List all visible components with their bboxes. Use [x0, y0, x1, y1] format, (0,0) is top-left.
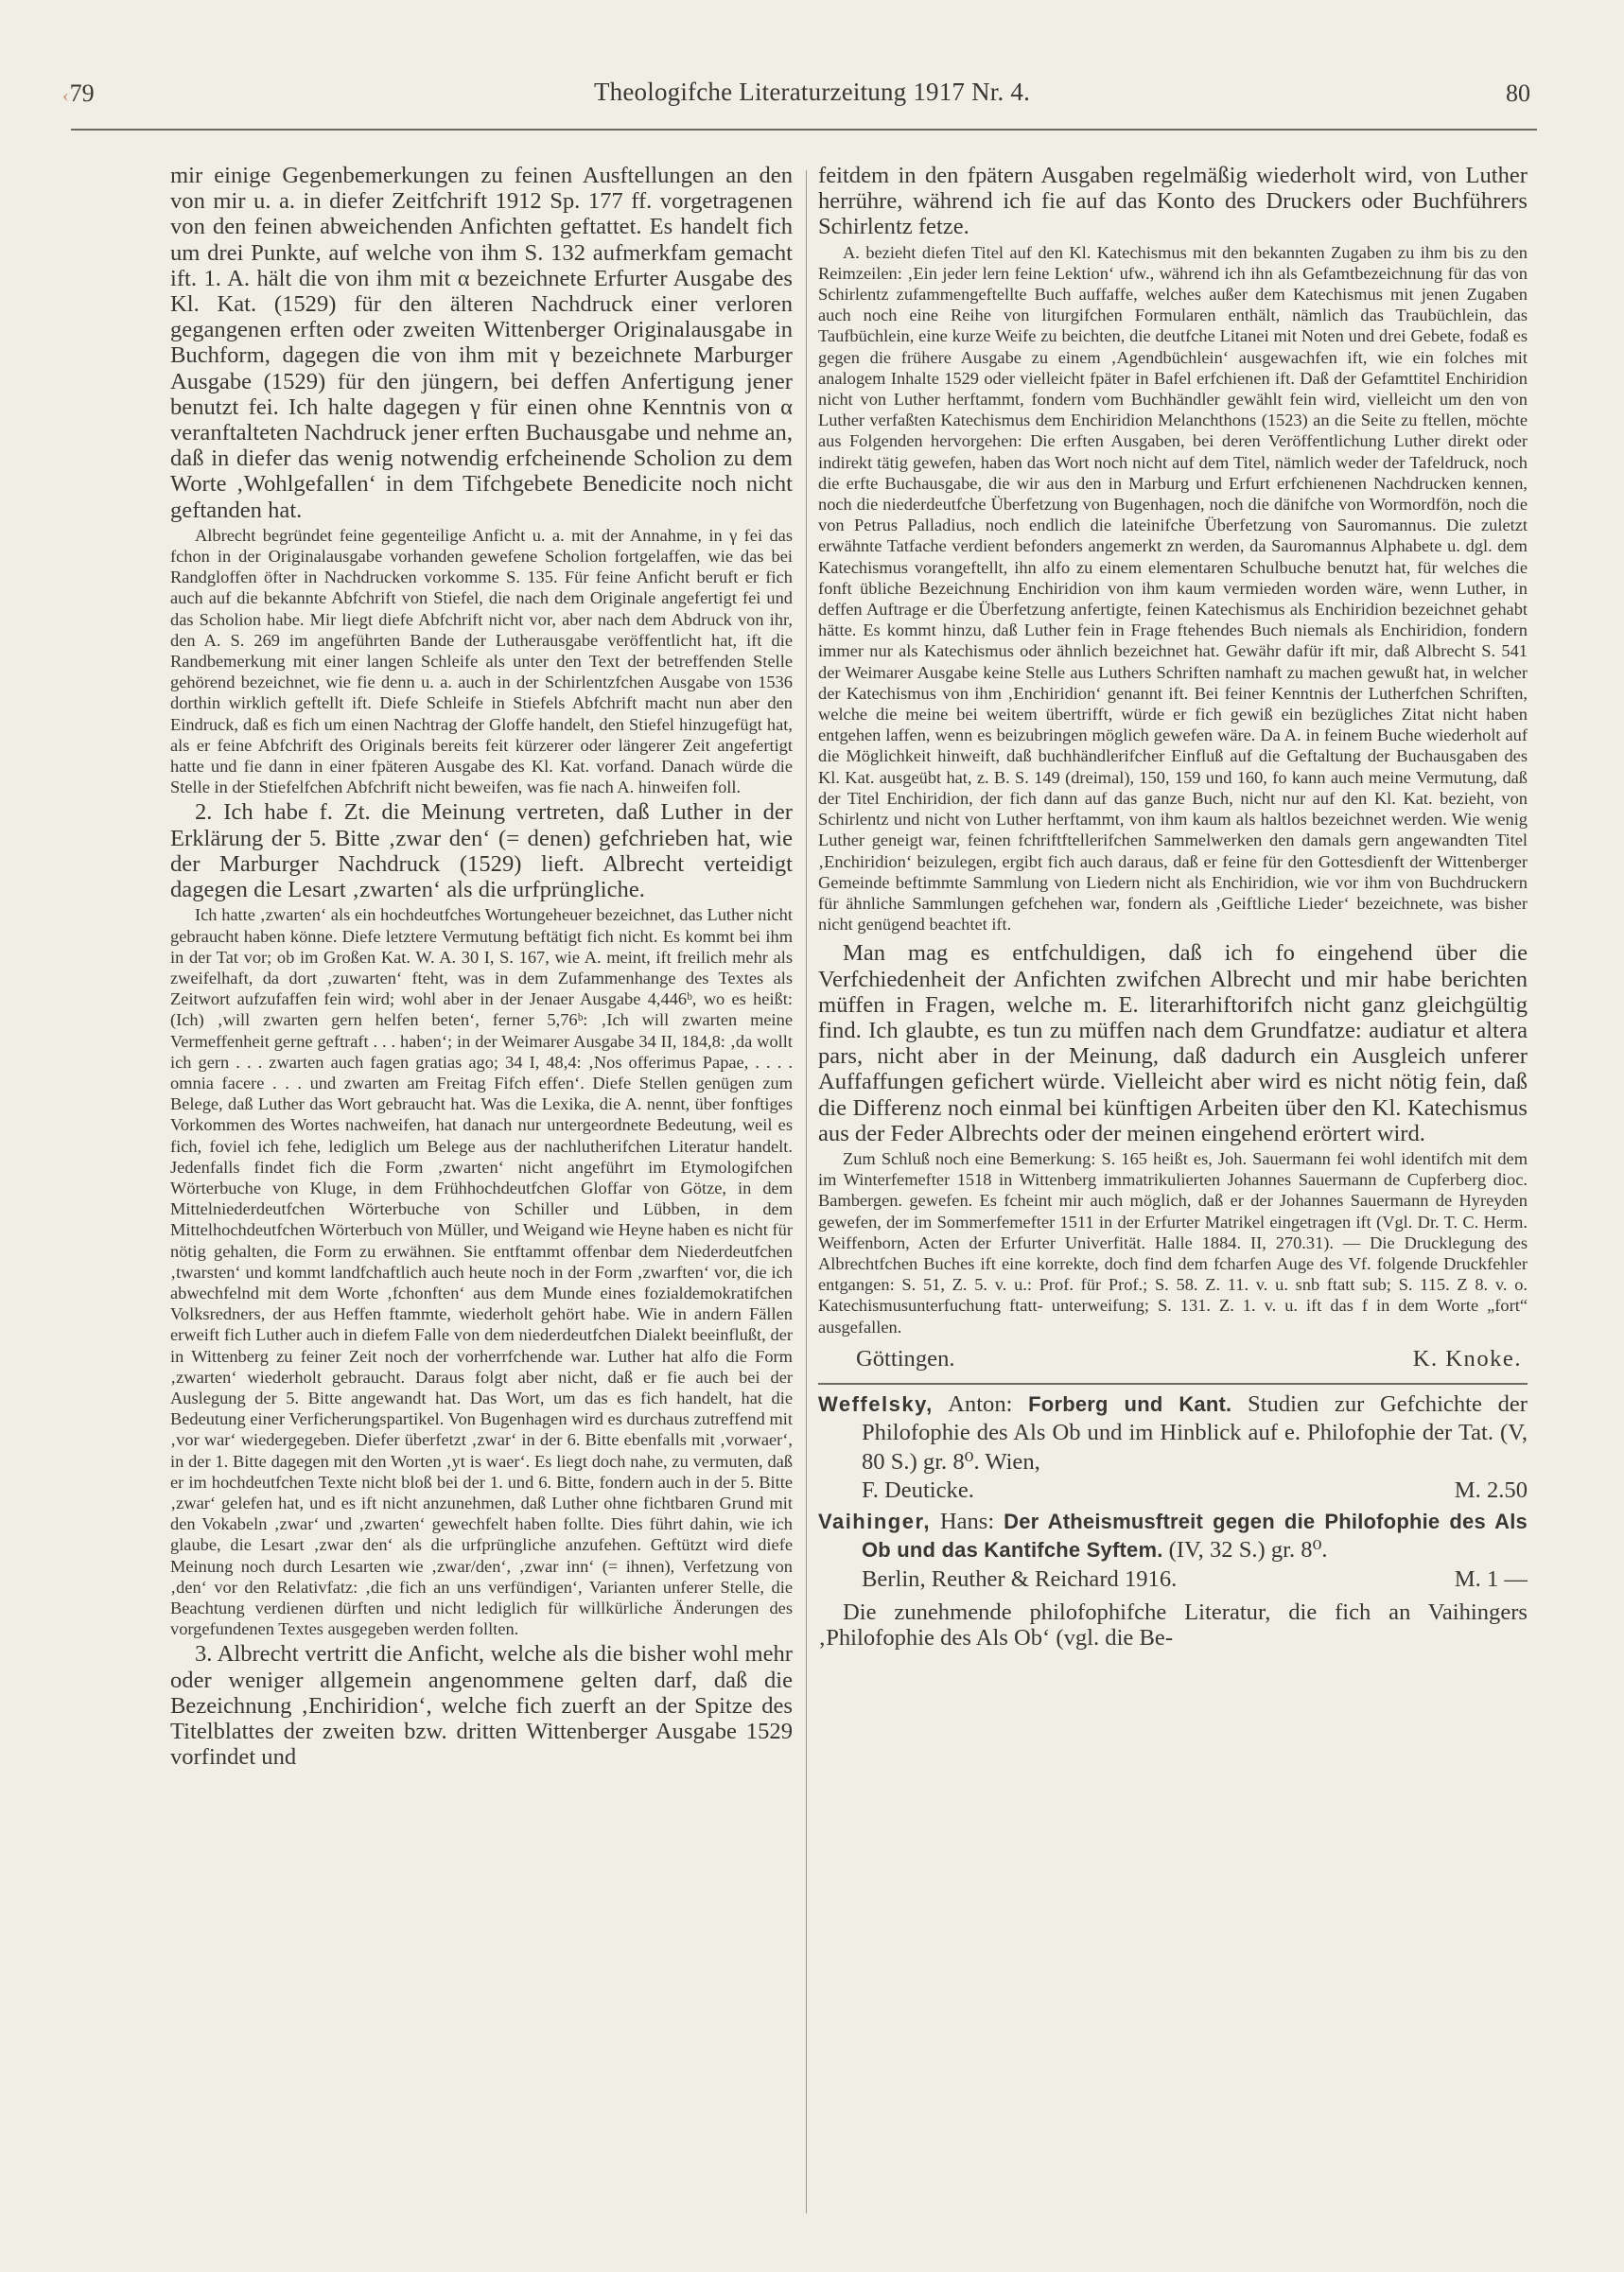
bib-price: M. 1 — [1454, 1565, 1528, 1592]
paragraph-point-3: 3. Albrecht vertritt die Anficht, welche als die bisher wohl mehr oder weniger allgemein angenommene gelten darf, daß die Bezeichnung ‚Enchiridion‘, welche fich zuerft an der Spitze des Titelblattes der zweiten bzw. dritten Wittenberger Ausgabe 1529 vorfindet und [170, 1641, 793, 1771]
bib-title: Der Atheismusftreit gegen die Philofophie des Als Ob und das Kantifche Syftem. [862, 1509, 1528, 1563]
bib-author: Weffelsky, [818, 1391, 934, 1416]
bib-publisher-row [818, 1477, 1528, 1506]
bib-publisher: F. Deuticke. [862, 1477, 974, 1504]
column-divider [806, 170, 807, 2213]
bibliography-entry-wesselsky: Weffelsky, Anton: Forberg und Kant. Studien zur Gefchichte der Philofophie des Als Ob und im Hinblick auf e. Philofophie der Tat. (V, 80 S.) gr. 8⁰. Wien, [818, 1390, 1528, 1475]
margin-mark-icon: ‹ [62, 85, 69, 106]
journal-title: Theologifche Literaturzeitung 1917 Nr. 4. [593, 78, 1031, 106]
footnote-paragraph: A. bezieht diefen Titel auf den Kl. Katechismus mit den bekannten Zugaben zu ihm bis zu den Reimzeilen: ‚Ein jeder lern feine Lektion‘ ufw., während ich ihn als Gefamtbezeichnung für das von Schirlentz zufammengeftellte Buch auffaffe, welches außer dem Katechismus mit jenen Zugaben auch noch eine Reihe von liturgifchen Formularen enthält, nämlich das Traubüchlein, das Taufbüchlein, eine kurze Weife zu beichten, die deutfche Litanei mit Noten und drei Gebete, fodaß es gegen die frühere Ausgabe zu einem ‚Agendbüchlein‘ ausgewachfen ift, wie ein folches mit analogem Inhalte 1529 oder vielleicht fpäter in Bafel erfchienen ift. Daß der Gefamttitel Enchiridion nicht von Luther herftammt, fondern vom Buchhändler gewählt fein wird, vielleicht um den von Luther verfaßten Katechismus dem Enchiridion Melanchthons (1523) an die Seite zu ftellen, möchte aus Folgenden hervorgehen: Die erften Ausgaben, bei deren Veröffentlichung Luther direkt oder indirekt tätig gewefen, haben das Wort noch nicht auf dem Titel, nämlich weder der Tafeldruck, noch die erfte Buchausgabe, die wir aus den in Marburg und Erfurt erfchienenen Nachdrucken kennen, noch die niederdeutfche Überfetzung von Bugenhagen, noch die dänifche von Wormordfön, noch die von Petrus Palladius, noch endlich die lateinifche Überfetzung von Sauromannus. Die zuletzt erwähnte Tatfache verdient befonders angemerkt zn werden, da Sauromannus Alphabete u. dgl. dem Katechismus vorangeftellt, ihn alfo zu einem elementaren Schulbuche benutzt hat, für welches die fonft übliche Bezeichnung Enchiridion von ihm kaum vermieden worden wäre, wenn Luther, in deffen Auftrage er die Überfetzung anfertigte, feinen Katechismus als Enchiridion bezeichnet gehabt hätte. Es kommt hinzu, daß Luther fein in Frage ftehendes Buch niemals als Enchiridion, fondern immer nur als Katechismus oder ähnlich bezeichnet hat. Gewähr dafür ift mir, daß Albrecht S. 541 der Weimarer Ausgabe keine Stelle aus Luthers Schriften namhaft zu machen gewußt hat, in welcher der Katechismus von ihm ‚Enchiridion‘ genannt ift. Bei feiner Kenntnis der Lutherfchen Schriften, welche die meine bei weitem übertrifft, würde er fich gewiß ein bezügliches Zitat nicht haben entgehen laffen, wenn es beizubringen möglich gewefen wäre. Da A. in feinem Buche wiederholt auf die Möglichkeit hinweift, daß buchhändlerifcher Einfluß auf die Geftaltung der Buchausgaben des Kl. Kat. ausgeübt hat, z. B. S. 149 (dreimal), 150, 159 und 160, fo kann auch meine Vermutung, daß der Titel Enchiridion, der fich dann auf das ganze Buch, nicht nur auf den Kl. Kat. bezieht, von Schirlentz und nicht von Luther herftammt, von ihm kaum als haltlos bezeichnet werden. Wie wenig Luther geneigt war, feinen fchriftftellerifchen Sammelwerken den damals gern angewandten Titel ‚Enchiridion‘ beizulegen, ergibt fich auch daraus, daß er feine für den Gottesdienft der Wittenberger Gemeinde beftimmte Sammlung von Liedern nicht als Enchiridion, wie vor ihm von Buchdruckern für ähnliche Sammlungen gefchehen war, fondern als ‚Geiftliche Lieder‘ bezeichnete, was bisher nicht genügend beachtet ift. [818, 242, 1528, 935]
running-header [0, 74, 1624, 112]
paragraph-conclusion: Man mag es entfchuldigen, daß ich fo eingehend über die Verfchiedenheit der Anfichten zwifchen Albrecht und mir habe berichten müffen in Fragen, welche m. E. literarhiftorifch nicht ganz gleichgültig find. Ich glaubte, es tun zu müffen nach dem Grundfatze: audiatur et altera pars, nicht aber in der Meinung, daß dadurch ein Ausgleich unferer Auffaffungen gefichert würde. Vielleicht aber wird es nicht nötig fein, daß die Differenz noch einmal bei künftigen Arbeiten über den Kl. Katechismus aus der Feder Albrechts oder der meinen eingehend erörtert wird. [818, 940, 1528, 1146]
section-rule [818, 1383, 1528, 1385]
page-number-left: ‹79 [62, 79, 95, 107]
signoff-place: Göttingen. [856, 1345, 955, 1372]
page-number-right: 80 [1506, 79, 1530, 107]
review-paragraph: Die zunehmende philofophifche Literatur, die fich an Vaihingers ‚Philofophie des Als Ob‘ (vgl. die Be- [818, 1599, 1528, 1652]
paragraph-continuation: feitdem in den fpätern Ausgaben regelmäßig wiederholt wird, von Luther herrühre, während ich fie auf das Konto des Druckers oder Buchführers Schirlentz fetze. [818, 163, 1528, 240]
review-signoff [818, 1345, 1528, 1373]
footnote-paragraph: Ich hatte ‚zwarten‘ als ein hochdeutfches Wortungeheuer bezeichnet, das Luther nicht gebraucht haben könne. Diefe letztere Vermutung beftätigt fich nicht. Es kommt bei ihm in der Tat vor; ob im Großen Kat. W. A. 30 I, S. 167, wie A. meint, ift freilich mehr als zweifelhaft, da dort ‚zuwarten‘ fteht, was in dem Zufammenhange des Textes als Zeitwort aufzufaffen fein wird; wohl aber in der Jenaer Ausgabe 4,446ᵇ, wo es heißt: (Ich) ‚will zwarten gern helfen beten‘, ferner 5,76ᵇ: ‚Ich will zwarten meine Vermeffenheit gerne geftraft . . . haben‘; in der Weimarer Ausgabe 34 II, 184,8: ‚da wollt ich gern . . . zwarten auch fagen gratias ago; 34 I, 48,4: ‚Nos offerimus Papae, . . . . omnia facere . . . und zwarten am Freitag Fifch effen‘. Diefe Stellen genügen zum Belege, daß Luther das Wort gebraucht hat. Was die Lexika, die A. nennt, über fonftiges Vorkommen des Wortes nachweifen, hat danach nur untergeordnete Bedeutung, weil es fich, foviel ich fehe, lediglich um Belege aus der nachlutherifchen Literatur handelt. Jedenfalls findet fich die Form ‚zwarten‘ nicht angeführt im Etymologifchen Wörterbuche von Kluge, in dem Frühhochdeutfchen Gloffar von Götze, in dem Mittelniederdeutfchen Wörterbuche von Schiller und Lübben, in dem Mittelhochdeutfchen Wörterbuch von Müller, und Weigand wie Heyne haben es nicht für nötig gehalten, die Form zu erwähnen. Sie entftammt offenbar dem Niederdeutfchen ‚twarsten‘ und kommt landfchaftlich auch heute noch in der Form ‚zwarften‘ vor, die ich abwechfelnd mit dem Worte ‚fchonften‘ aus dem Munde eines fozialdemokratifchen Volksredners, der aus Heffen ftammte, wiederholt gehört habe. Wie in andern Fällen erweift fich Luther auch in diefem Falle von dem niederdeutfchen Dialekt beeinflußt, der in Wittenberg zu feiner Zeit noch der vorherrfchende war. Luther hat alfo die Form ‚zwarten‘ wiederholt gebraucht. Daraus folgt aber nicht, daß er fie auch bei der Auslegung der 5. Bitte angewandt hat. Das Wort, um das es fich handelt, hat die Bedeutung einer Verficherungspartikel. Von Bugenhagen wird es durchaus zutreffend mit ‚vor war‘ wiedergegeben. Diefer überfetzt ‚zwar‘ in der 6. Bitte ebenfalls mit ‚vorwaer‘, in der 1. Bitte dagegen mit den Worten ‚yt is waer‘. Es liegt doch nahe, zu vermuten, daß er im hochdeutfchen Texte nicht bloß bei der 1. und 6. Bitte, fondern auch in der 5. Bitte ‚zwar‘ gelefen hat, und es ift nicht anzunehmen, daß Luther ohne fichtbaren Grund mit den Vokabeln ‚zwar‘ und ‚zwarten‘ gewechfelt haben follte. Dies führt dahin, wie ich glaube, die Lesart ‚zwar den‘ als die urfprüngliche anzufehen. Geftützt wird diefe Meinung noch durch Lesarten wie ‚zwar/den‘, ‚zwar inn‘ (= ihnen), Verfetzung von ‚den‘ vor den Relativfatz: ‚die fich an uns verfündigen‘, Varianten unferer Stelle, die Beachtung verdienen dürften und nicht lediglich für willkürliche Änderungen des vorgefundenen Textes ausgegeben werden follten. [170, 905, 793, 1639]
paragraph-point-2: 2. Ich habe f. Zt. die Meinung vertreten, daß Luther in der Erklärung der 5. Bitte ‚zwar den‘ (= denen) gefchrieben hat, wie der Marburger Nachdruck (1529) lieft. Albrecht verteidigt dagegen die Lesart ‚zwarten‘ als die urfprüngliche. [170, 799, 793, 903]
bib-publisher-row [818, 1565, 1528, 1595]
signoff-author: K. Knoke. [1412, 1345, 1522, 1372]
left-column [170, 163, 793, 1770]
bib-author: Vaihinger, [818, 1509, 931, 1533]
bib-title: Forberg und Kant. [1028, 1391, 1232, 1416]
bibliography-entry-vaihinger: Vaihinger, Hans: Der Atheismusftreit gegen die Philofophie des Als Ob und das Kantifche Syftem. (IV, 32 S.) gr. 8⁰. [818, 1508, 1528, 1564]
bib-publisher: Berlin, Reuther & Reichard 1916. [862, 1565, 1178, 1592]
footnote-paragraph: Albrecht begründet feine gegenteilige Anficht u. a. mit der Annahme, in γ fei das fchon in der Originalausgabe vorhanden gewefene Scholion fortgelaffen, wie das bei Randgloffen öfter in Nachdrucken vorkomme S. 135. Für feine Anficht beruft er fich auch auf die bekannte Abfchrift von Stiefel, die nach dem Originale angefertigt fei und das Scholion habe. Mir liegt diefe Abfchrift nicht vor, aber nach dem Abdruck von ihr, den A. S. 269 im angeführten Bande der Lutherausgabe veröffentlicht hat, ift die Randbemerkung mit einer langen Schleife als unter den Text der betreffenden Stelle gehörend bezeichnet, wie fie denn u. a. auch in der Schirlentzfchen Ausgabe von 1536 dorthin wirklich geftellt ift. Diefe Schleife in Stiefels Abfchrift macht nun aber den Eindruck, daß es fich um einen Nachtrag der Gloffe handelt, den Stiefel hinzugefügt hat, als er feine Abfchrift des Originals bereits feit kürzerer oder längerer Zeit angefertigt hatte und fie dann in einer fpäteren Ausgabe des Kl. Kat. vorfand. Danach würde die Stelle in der Stiefelfchen Abfchrift nicht beweifen, was fie nach A. hinweifen foll. [170, 525, 793, 797]
header-rule [71, 129, 1537, 131]
right-column [818, 163, 1528, 1652]
paragraph-point-1: mir einige Gegenbemerkungen zu feinen Ausftellungen an den von mir u. a. in diefer Zeitfchrift 1912 Sp. 177 ff. vorgetragenen von den feinen abweichenden Anfichten geftattet. Es handelt fich um drei Punkte, auf welche von ihm S. 132 aufmerkfam gemacht ift. 1. A. hält die von ihm mit α bezeichnete Erfurter Ausgabe des Kl. Kat. (1529) für den älteren Nachdruck einer verloren gegangenen erften oder zweiten Wittenberger Originalausgabe in Buchform, dagegen die von ihm mit γ bezeichnete Marburger Ausgabe (1529) für den jüngern, bei deffen Anfertigung jener benutzt fei. Ich halte dagegen γ für einen ohne Kenntnis von α veranftalteten Nachdruck jener erften Buchausgabe und nehme an, daß in diefer das wenig notwendig erfcheinende Scholion zu dem Worte ‚Wohlgefallen‘ in dem Tifchgebete Benedicite noch nicht geftanden hat. [170, 163, 793, 523]
bib-price: M. 2.50 [1454, 1477, 1528, 1504]
footnote-paragraph: Zum Schluß noch eine Bemerkung: S. 165 heißt es, Joh. Sauermann fei wohl identifch mit dem im Winterfemefter 1518 in Wittenberg immatrikulierten Johannes Sauermann de Cupferberg dioc. Bambergen. gewefen. Es fcheint mir auch möglich, daß er der Johannes Sauermann de Hyreyden gewefen, der im Sommerfemefter 1511 in der Erfurter Matrikel eingetragen ift (Vgl. Dr. T. C. Herm. Weiffenborn, Acten der Erfurter Univerfität. Halle 1884. II, 270.31). — Die Drucklegung des Albrechtfchen Buches ift eine korrekte, doch find dem fcharfen Auge des Vf. folgende Druckfehler entgangen: S. 51, Z. 5. v. u.: Prof. für Prof.; S. 58. Z. 11. v. u. snb ftatt sub; S. 115. Z 8. v. o. Katechismusunterfuchung ftatt- unterweifung; S. 131. Z. 1. v. u. ift das f in dem Worte „fort“ ausgefallen. [818, 1148, 1528, 1337]
